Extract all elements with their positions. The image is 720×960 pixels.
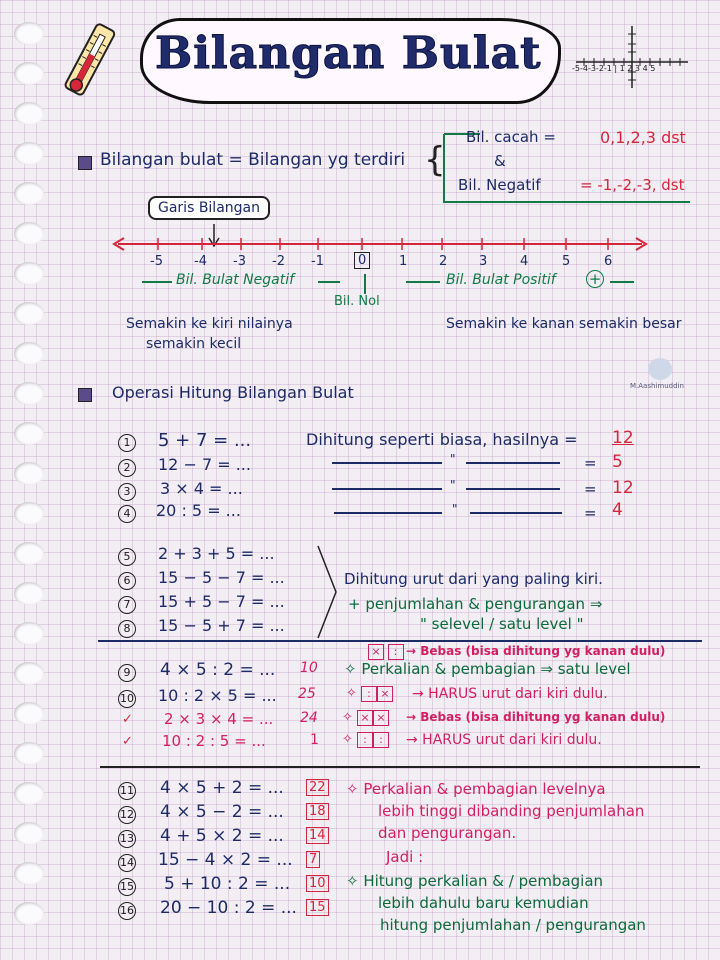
dash-line — [610, 281, 634, 283]
plus-circle-icon: + — [586, 270, 604, 288]
expression: 20 − 10 : 2 = ... — [160, 898, 297, 918]
item-number: 11 — [118, 782, 136, 800]
group3-note-4: → Bebas (bisa dihitung yg kanan dulu) — [406, 710, 666, 724]
item-number: 15 — [118, 878, 136, 896]
expression: 15 − 5 − 7 = ... — [158, 568, 285, 587]
expression: 3 × 4 = ... — [160, 479, 243, 498]
expression: 15 − 4 × 2 = ... — [158, 850, 293, 870]
ditto-line — [332, 488, 442, 490]
group4-note-4: Jadi : — [386, 848, 424, 866]
expression: 5 + 10 : 2 = ... — [164, 874, 291, 894]
thermometer-icon — [58, 18, 118, 108]
result: 1 — [310, 732, 319, 748]
positive-label: Bil. Bulat Positif — [446, 272, 556, 288]
item-number: 2 — [118, 459, 136, 477]
binder-hole — [14, 342, 44, 365]
tick-label: 2 — [439, 254, 448, 269]
left-note-line2: semakin kecil — [146, 336, 242, 352]
operations-heading: Operasi Hitung Bilangan Bulat — [112, 383, 354, 402]
expression: 2 + 3 + 5 = ... — [158, 544, 275, 563]
tick-label: -1 — [311, 254, 324, 269]
result-box: 18 — [306, 803, 329, 820]
binder-hole — [14, 182, 44, 205]
result-box: 7 — [306, 851, 320, 868]
binder-hole — [14, 822, 44, 845]
brace-left-icon: { — [424, 140, 446, 180]
group3-note-1: → Bebas (bisa dihitung yg kanan dulu) — [406, 644, 666, 658]
tick-label: -2 — [272, 254, 285, 269]
binder-hole — [14, 142, 44, 165]
expression: 10 : 2 × 5 = ... — [158, 686, 277, 705]
binder-hole — [14, 622, 44, 645]
ditto-mark: " — [450, 478, 456, 492]
ditto-mark: " — [452, 502, 458, 516]
group3-note-3: → HARUS urut dari kiri dulu. — [412, 686, 608, 702]
expression: 20 : 5 = ... — [156, 501, 241, 520]
section-divider — [100, 766, 700, 768]
binder-hole — [14, 422, 44, 445]
binder-hole — [14, 742, 44, 765]
item-number: 5 — [118, 548, 136, 566]
equals: = — [584, 454, 597, 472]
binder-hole — [14, 222, 44, 245]
tick-label: 6 — [604, 254, 613, 269]
result: 25 — [298, 686, 316, 702]
item-number: 4 — [118, 505, 136, 523]
binder-hole — [14, 102, 44, 125]
ditto-line — [470, 512, 562, 514]
definition-text: Bilangan bulat = Bilangan yg terdiri — [100, 150, 406, 170]
tick-label: -3 — [233, 254, 246, 269]
ditto-line — [466, 488, 560, 490]
expression: 2 × 3 × 4 = ... — [164, 710, 274, 728]
group2-note-1: Dihitung urut dari yang paling kiri. — [344, 570, 603, 588]
item-number: 1 — [118, 434, 136, 452]
item-number: 8 — [118, 620, 136, 638]
result: 5 — [612, 452, 623, 472]
item-number: 10 — [118, 690, 136, 708]
item-number: 14 — [118, 854, 136, 872]
page-title: Bilangan Bulat — [155, 28, 542, 79]
binder-hole — [14, 382, 44, 405]
equals: = — [584, 480, 597, 498]
negatif-label: Bil. Negatif — [458, 176, 541, 194]
bullet-square-icon — [78, 388, 92, 402]
tick-label: 4 — [520, 254, 529, 269]
expression: 4 × 5 : 2 = ... — [160, 660, 276, 680]
op-boxes-icon: × : — [368, 644, 404, 660]
binder-hole — [14, 662, 44, 685]
item-number: 3 — [118, 483, 136, 501]
op-boxes-icon: ✧ : : — [342, 732, 389, 748]
binder-hole — [14, 262, 44, 285]
binder-hole — [14, 702, 44, 725]
expression: 10 : 2 : 5 = ... — [162, 732, 266, 750]
group2-note-2: + penjumlahan & pengurangan ⇒ — [348, 595, 603, 613]
expression: 12 − 7 = ... — [158, 455, 251, 474]
binder-hole — [14, 862, 44, 885]
result-box: 10 — [306, 875, 329, 892]
binder-hole — [14, 582, 44, 605]
result: 12 — [612, 478, 634, 498]
result: 24 — [300, 710, 318, 726]
group4-note-3: dan pengurangan. — [378, 824, 517, 842]
right-note: Semakin ke kanan semakin besar — [446, 316, 682, 332]
item-number: 6 — [118, 572, 136, 590]
ditto-mark: " — [450, 452, 456, 466]
result: 12 — [612, 428, 634, 448]
expression: 5 + 7 = ... — [158, 430, 252, 451]
tick-label: -4 — [194, 254, 207, 269]
binder-hole — [14, 22, 44, 45]
group1-note: Dihitung seperti biasa, hasilnya = — [306, 430, 578, 449]
result: 4 — [612, 500, 623, 520]
item-number: 13 — [118, 830, 136, 848]
group4-note-5: ✧ Hitung perkalian & / pembagian — [346, 872, 604, 890]
brace-right-icon — [316, 544, 340, 640]
result-box: 22 — [306, 779, 329, 796]
nol-pointer — [364, 274, 366, 294]
group2-note-3: " selevel / satu level " — [420, 615, 584, 633]
section-divider — [98, 640, 702, 642]
op-boxes-icon: ✧ : × — [346, 686, 393, 702]
group4-note-1: ✧ Perkalian & pembagian levelnya — [346, 780, 606, 798]
cacah-values: 0,1,2,3 dst — [600, 128, 686, 147]
result: 10 — [300, 660, 318, 676]
expression: 4 + 5 × 2 = ... — [160, 826, 284, 846]
number-line-badge: Garis Bilangan — [148, 196, 270, 220]
check-mark-icon: ✓ — [122, 712, 133, 727]
item-number: 9 — [118, 664, 136, 682]
and-symbol: & — [494, 152, 506, 170]
result-box: 15 — [306, 899, 329, 916]
nol-label: Bil. Nol — [334, 294, 380, 309]
expression: 15 − 5 + 7 = ... — [158, 616, 285, 635]
tick-label: -5 — [150, 254, 163, 269]
ditto-line — [332, 462, 442, 464]
dash-line — [142, 281, 172, 283]
binder-hole — [14, 302, 44, 325]
binder-hole — [14, 542, 44, 565]
dash-line — [318, 281, 340, 283]
tick-label: 3 — [479, 254, 488, 269]
group4-note-7: hitung penjumlahan / pengurangan — [380, 916, 646, 934]
expression: 4 × 5 + 2 = ... — [160, 778, 284, 798]
item-number: 7 — [118, 596, 136, 614]
item-number: 12 — [118, 806, 136, 824]
left-note-line1: Semakin ke kiri nilainya — [126, 316, 293, 332]
op-boxes-icon: ✧ × × — [342, 710, 389, 726]
equals: = — [584, 504, 597, 522]
binder-hole — [14, 902, 44, 925]
expression: 15 + 5 − 7 = ... — [158, 592, 285, 611]
check-mark-icon: ✓ — [122, 734, 133, 749]
binder-hole — [14, 62, 44, 85]
binder-hole — [14, 782, 44, 805]
watermark-avatar — [648, 358, 672, 380]
result-box: 14 — [306, 827, 329, 844]
mini-axis-icon — [572, 22, 692, 92]
group4-note-6: lebih dahulu baru kemudian — [378, 894, 589, 912]
group3-note-5: → HARUS urut dari kiri dulu. — [406, 732, 602, 748]
item-number: 16 — [118, 902, 136, 920]
cacah-label: Bil. cacah = — [466, 128, 556, 146]
ditto-line — [466, 462, 560, 464]
tick-label: 5 — [562, 254, 571, 269]
expression: 4 × 5 − 2 = ... — [160, 802, 284, 822]
group3-note-2: ✧ Perkalian & pembagian ⇒ satu level — [344, 660, 631, 678]
dash-line — [406, 281, 440, 283]
mini-axis-labels: -5-4-3-2-1 | 1 2 3 4 5 — [572, 64, 656, 73]
negatif-values: = -1,-2,-3, dst — [580, 176, 685, 194]
number-line — [110, 232, 650, 256]
group4-note-2: lebih tinggi dibanding penjumlahan — [378, 802, 645, 820]
tick-label-zero: 0 — [354, 252, 370, 269]
ditto-line — [334, 512, 442, 514]
negative-label: Bil. Bulat Negatif — [176, 272, 295, 288]
watermark-text: M.Aashimuddin — [630, 382, 684, 390]
binder-hole — [14, 462, 44, 485]
binder-hole — [14, 502, 44, 525]
bullet-square-icon — [78, 156, 92, 170]
tick-label: 1 — [399, 254, 408, 269]
